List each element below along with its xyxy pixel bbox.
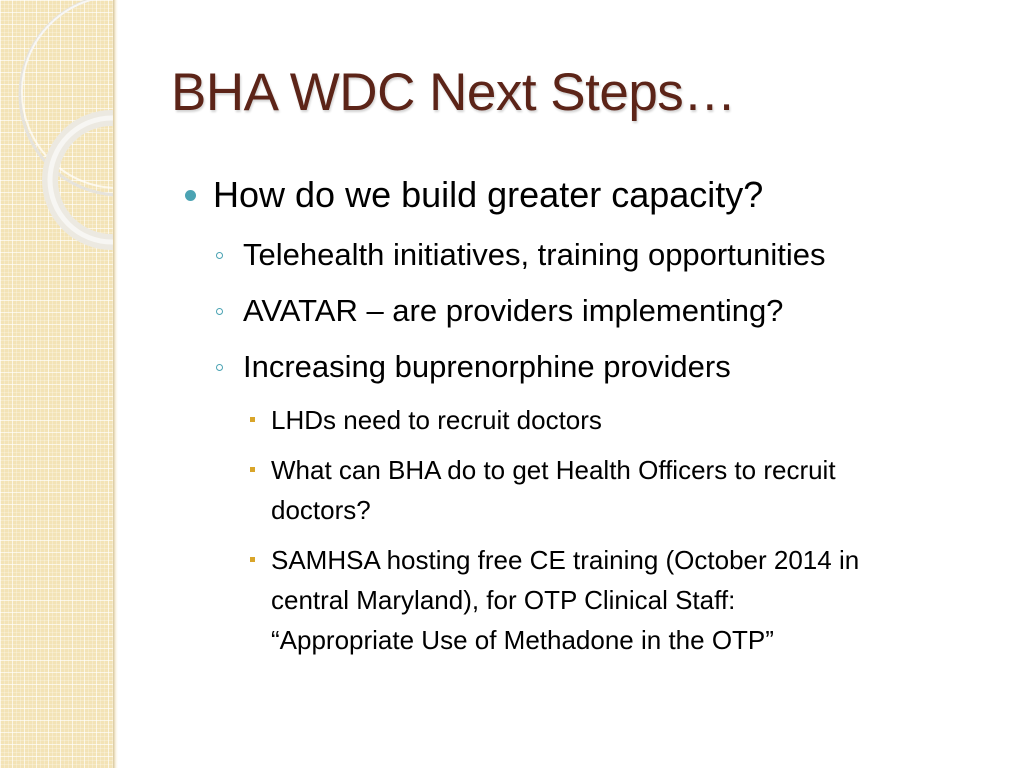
bullet-dot-icon bbox=[185, 190, 196, 201]
bullet-level3-line: LHDs need to recruit doctors bbox=[271, 405, 602, 435]
bullet-level3-line: doctors? bbox=[271, 495, 371, 525]
bullet-level2-item: Telehealth initiatives, training opportunities bbox=[243, 237, 826, 272]
large-ring bbox=[20, 0, 113, 195]
decorative-sidebar bbox=[0, 0, 113, 768]
slide-title: BHA WDC Next Steps… bbox=[171, 63, 736, 122]
bullet-square-icon bbox=[250, 417, 255, 422]
bullet-square-icon bbox=[250, 467, 255, 472]
bullet-level3-line: What can BHA do to get Health Officers to recruit bbox=[271, 455, 836, 485]
bullet-level3-item bbox=[271, 400, 602, 440]
bullet-ring-icon bbox=[216, 364, 223, 371]
bullet-square-icon bbox=[250, 557, 255, 562]
bullet-ring-icon bbox=[216, 252, 223, 259]
bullet-level3-line: SAMHSA hosting free CE training (October 2014 in bbox=[271, 545, 860, 575]
bullet-level3-line: central Maryland), for OTP Clinical Staff: bbox=[271, 585, 736, 615]
bullet-level3-line: “Appropriate Use of Methadone in the OTP” bbox=[271, 625, 774, 655]
bullet-level1-item: How do we build greater capacity? bbox=[213, 174, 764, 215]
bullet-level2-item: AVATAR – are providers implementing? bbox=[243, 293, 784, 328]
bullet-level3-item bbox=[271, 540, 859, 660]
decorative-rings bbox=[0, 0, 113, 300]
bullet-ring-icon bbox=[216, 308, 223, 315]
bullet-level2-item: Increasing buprenorphine providers bbox=[243, 349, 731, 384]
sidebar-edge bbox=[113, 0, 118, 768]
bullet-level3-item bbox=[271, 450, 836, 530]
